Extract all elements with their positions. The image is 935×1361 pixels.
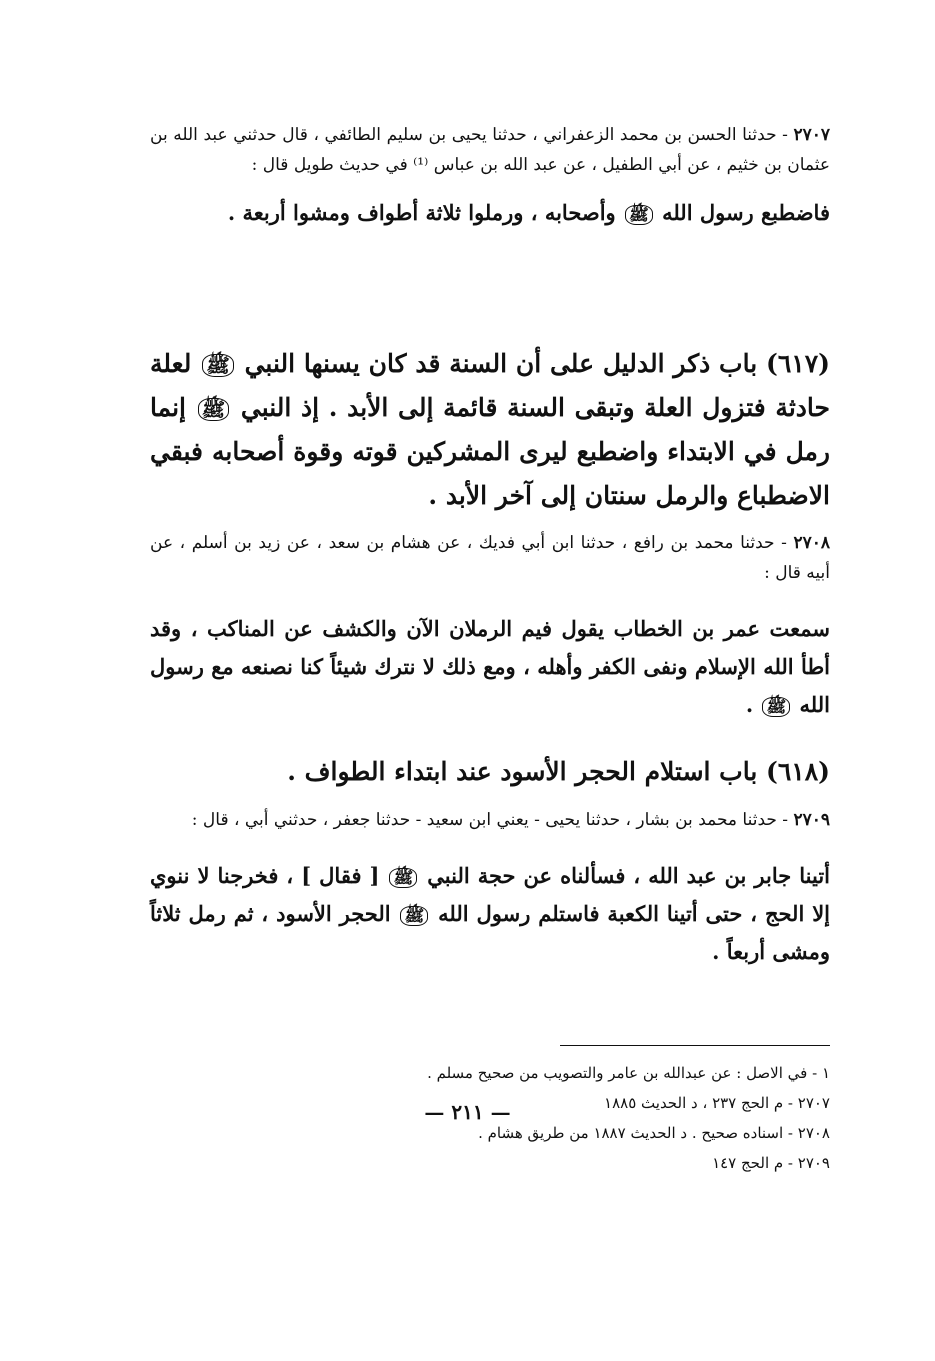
isnad-text: حدثنا محمد بن رافع ، حدثنا ابن أبي فديك ، عن هشام بن سعد ، عن زيد بن أسلم ، عن أبيه قال : (150, 533, 830, 583)
matn-text: أتينا جابر بن عبد الله ، فسألناه عن حجة النبي (427, 863, 831, 888)
hadith-2709-isnad: ٢٧٠٩ - حدثنا محمد بن بشار ، حدثنا يحيى - يعني ابن سعيد - حدثنا جعفر ، حدثني أبي ، قال : (191, 810, 830, 830)
hadith-2707 (150, 120, 830, 232)
chapter-heading (150, 342, 830, 518)
chapter-heading (150, 750, 830, 794)
hadith-number: ٢٧٠٩ (793, 810, 830, 830)
isnad-text: حدثنا الحسن بن محمد الزعفراني ، حدثنا يحيى بن سليم الطائفي ، قال حدثني عبد الله بن عثمان بن خثيم ، عن أبي الطفيل ، عن عبد الله بن عباس ⁽¹⁾ في حديث طويل قال : (150, 125, 830, 175)
footnote-line: ٢٧٠٨ - اسناده صحيح . د الحديث ١٨٨٧ من طريق هشام . (478, 1124, 830, 1142)
hadith-2708-isnad: ٢٧٠٨ - حدثنا محمد بن رافع ، حدثنا ابن أبي فديك ، عن هشام بن سعد ، عن زيد بن أسلم ، عن أبيه قال : (150, 533, 830, 583)
footnote-line: ٢٧٠٧ - م الحج ٢٣٧ ، د الحديث ١٨٨٥ (604, 1094, 830, 1112)
salutation-icon: ﷺ (400, 906, 428, 926)
matn-text: [ فقال ] ، فخرجنا لا ننوي إلا الحج ، حتى أتينا الكعبة فاستلم رسول الله (150, 863, 831, 926)
matn-text: سمعت عمر بن الخطاب يقول فيم الرملان الآن والكشف عن المناكب ، وقد أطأ الله الإسلام ونفى الكفر وأهله ، ومع ذلك لا نترك شيئاً كنا نصنعه مع رسول الله (150, 616, 830, 717)
hadith-2708 (150, 528, 830, 724)
hadith-2709 (150, 805, 830, 971)
isnad-text: حدثنا محمد بن بشار ، حدثنا يحيى - يعني ابن سعيد - حدثنا جعفر ، حدثني أبي ، قال : (191, 810, 777, 830)
matn-text: الحجر الأسود ، ثم رمل ثلاثاً ومشى أربعاً . (150, 901, 830, 964)
page-number: — ٢١١ — (424, 1100, 511, 1124)
footnote-line: ١ - في الاصل : عن عبدالله بن عامر والتصويب من صحيح مسلم . (427, 1064, 830, 1082)
footnote-divider (560, 1045, 830, 1046)
chapter-text: لعلة حادثة فتزول العلة وتبقى السنة قائمة إلى الأبد . إذ النبي (150, 349, 830, 422)
hadith-2709-matn (150, 857, 830, 971)
hadith-number: ٢٧٠٧ (793, 125, 830, 145)
chapter-text: باب استلام الحجر الأسود عند ابتداء الطواف . (287, 757, 758, 786)
matn-text: فاضطبع رسول الله (662, 200, 830, 225)
hadith-2708-matn (150, 610, 830, 724)
chapter-618 (150, 750, 830, 794)
matn-text: . (745, 692, 754, 717)
salutation-icon: ﷺ (625, 205, 653, 225)
salutation-icon: ﷺ (389, 868, 417, 888)
chapter-text: إنما رمل في الابتداء واضطبع ليرى المشركين قوته وقوة أصحابه فبقي الاضطباع والرمل سنتان إلى آخر الأبد . (150, 393, 830, 510)
book-page (150, 120, 830, 1270)
footnote-line: ٢٧٠٩ - م الحج ١٤٧ (712, 1154, 830, 1172)
salutation-icon: ﷺ (202, 354, 234, 377)
salutation-icon: ﷺ (198, 398, 230, 421)
chapter-number: (٦١٧) (766, 349, 830, 378)
matn-text: وأصحابه ، ورملوا ثلاثة أطواف ومشوا أربعة . (227, 200, 616, 225)
chapter-617 (150, 342, 830, 518)
salutation-icon: ﷺ (762, 697, 790, 717)
hadith-2707-isnad: ٢٧٠٧ - حدثنا الحسن بن محمد الزعفراني ، حدثنا يحيى بن سليم الطائفي ، قال حدثني عبد الله بن عثمان بن خثيم ، عن أبي الطفيل ، عن عبد الله بن عباس ⁽¹⁾ في حديث طويل قال : (150, 125, 830, 175)
hadith-2707-matn (150, 194, 830, 232)
chapter-number: (٦١٨) (766, 757, 830, 786)
chapter-text: باب ذكر الدليل على أن السنة قد كان يسنها النبي (244, 349, 758, 378)
hadith-number: ٢٧٠٨ (793, 533, 830, 553)
